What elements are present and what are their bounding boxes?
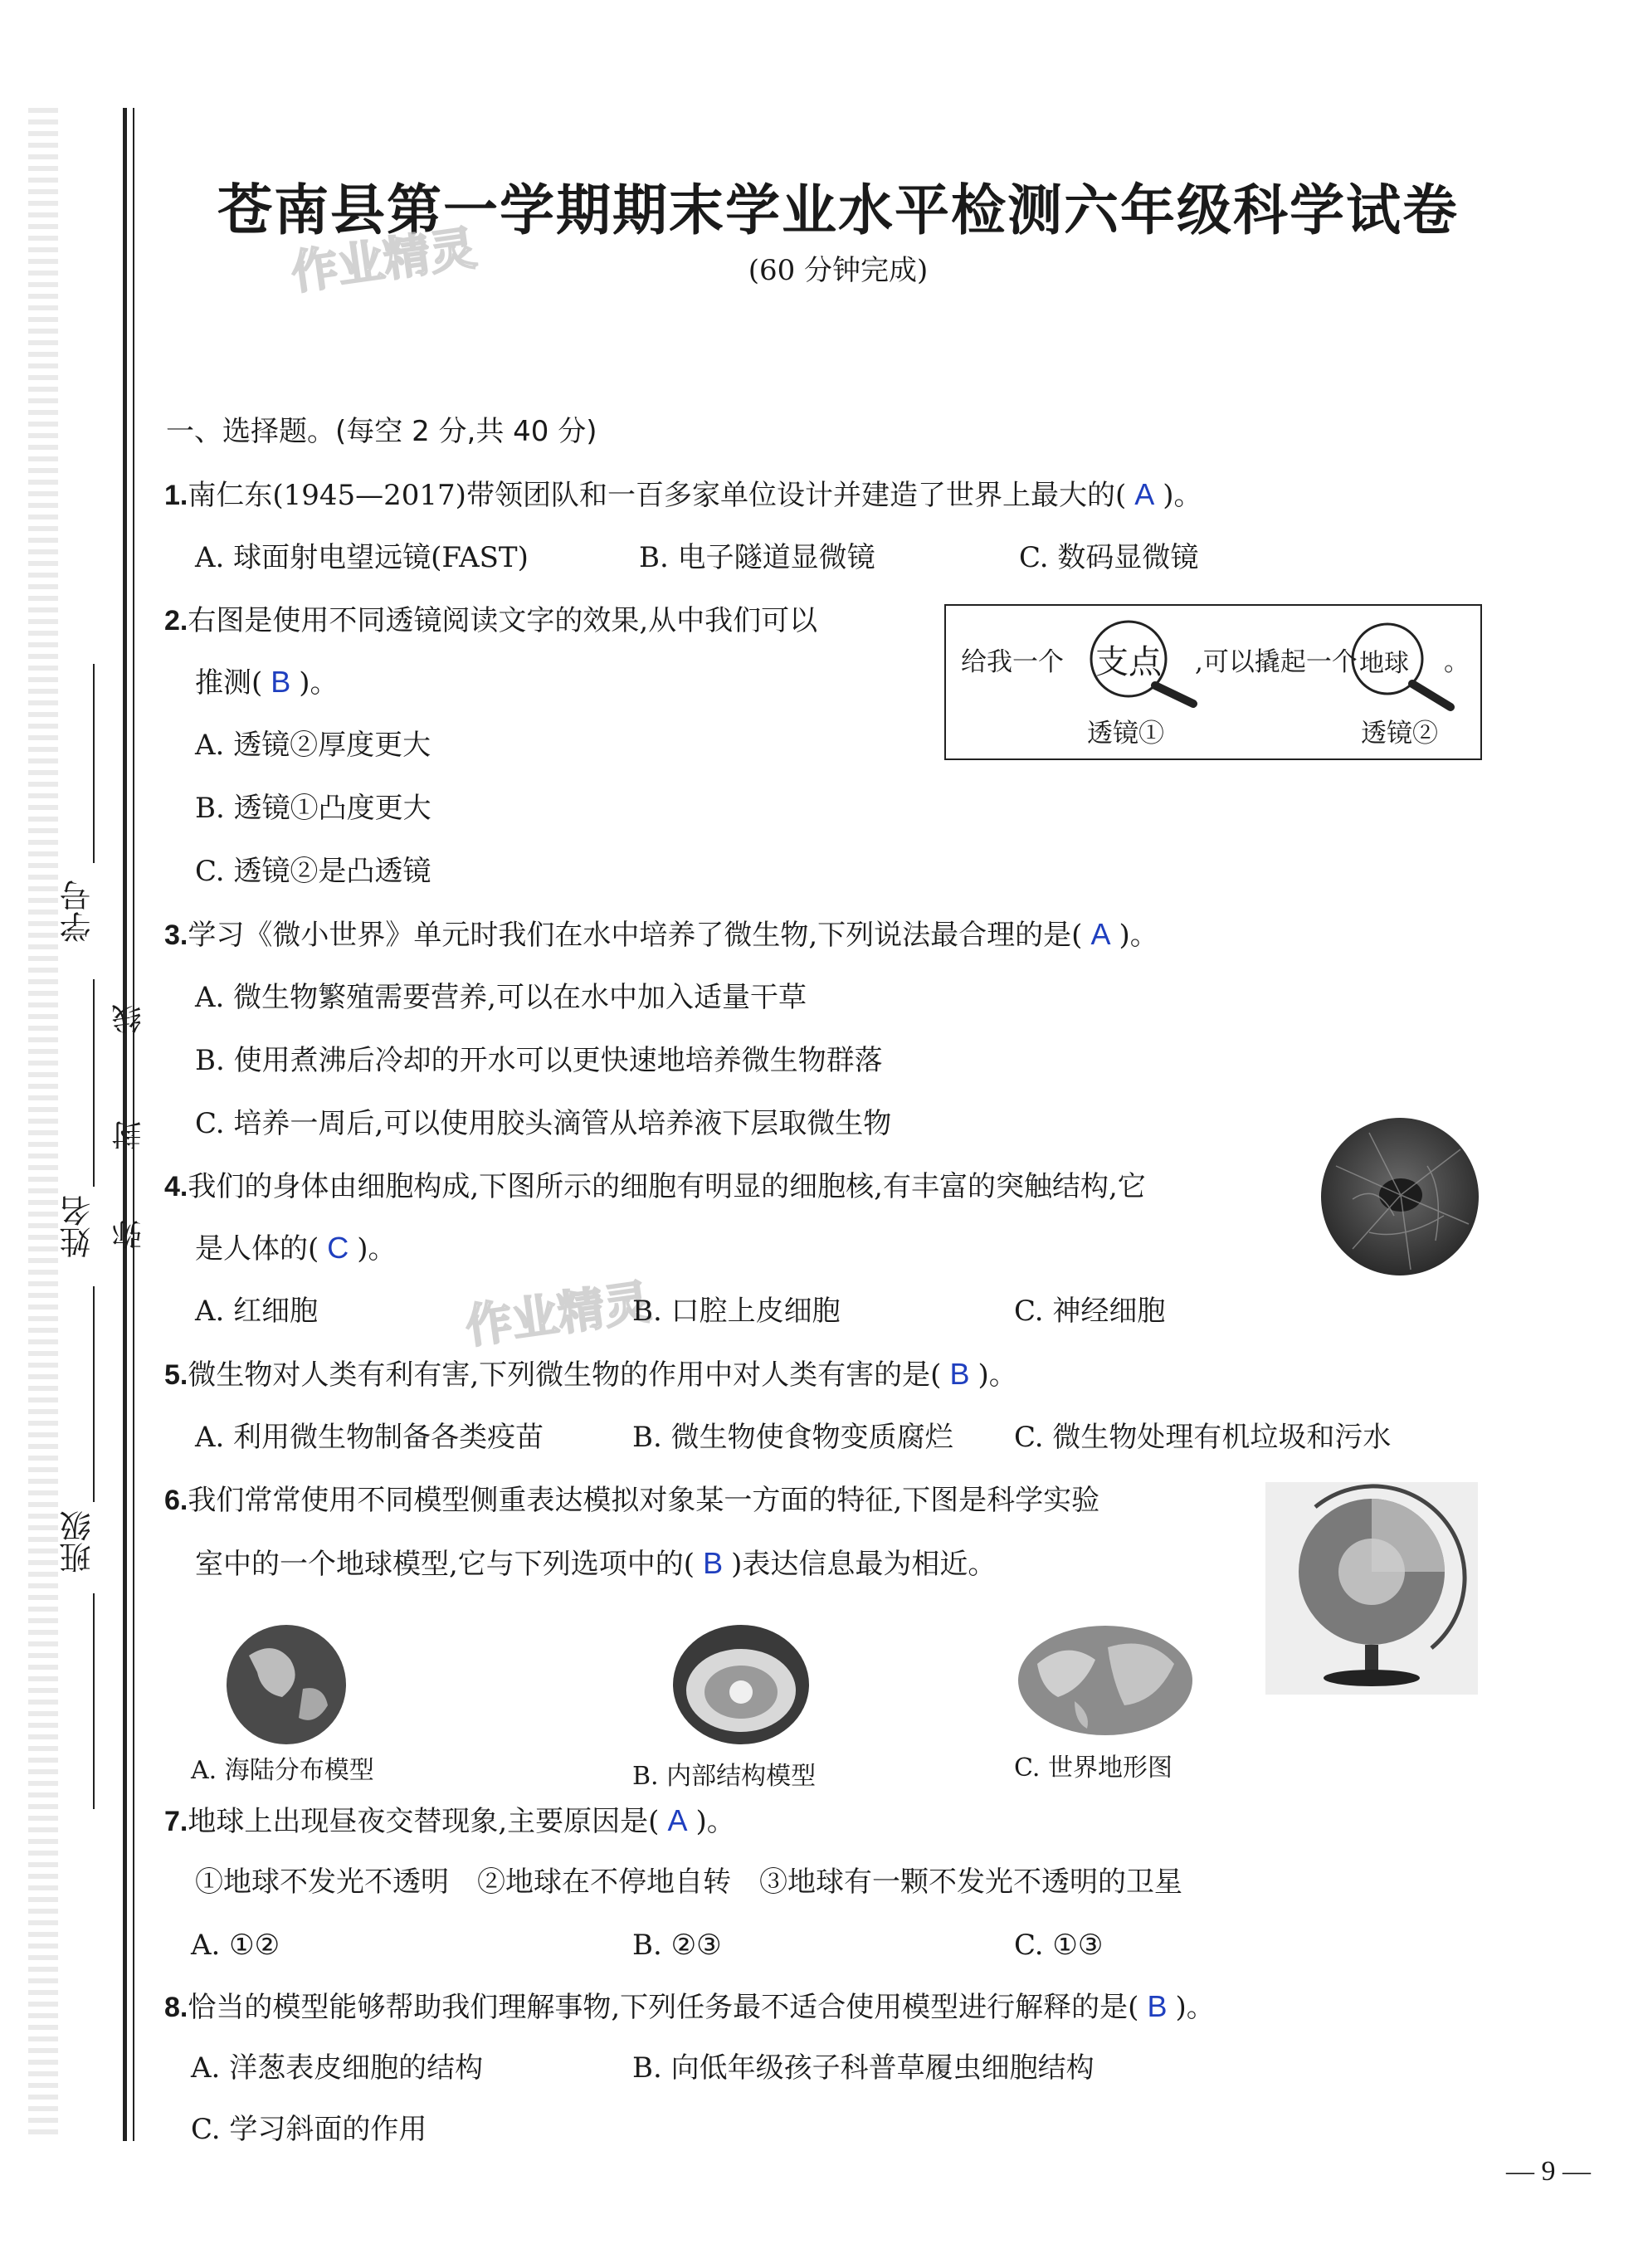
question-number: 7. xyxy=(164,1806,188,1837)
binding-dash-pattern xyxy=(28,108,58,2141)
answer-mark: C xyxy=(327,1231,349,1265)
question-number: 4. xyxy=(164,1171,188,1202)
lens-text-1: 给我一个 xyxy=(961,647,1064,677)
question-2-line2 xyxy=(195,664,339,701)
image-caption: B. 内部结构模型 xyxy=(632,1762,817,1791)
option: B. 微生物使食物变质腐烂 xyxy=(632,1421,953,1454)
question-7 xyxy=(164,1802,735,1840)
option: A. 透镜②厚度更大 xyxy=(195,729,431,762)
option: C. 透镜②是凸透镜 xyxy=(195,855,431,888)
question-1 xyxy=(164,476,1202,514)
answer-mark: A xyxy=(1090,917,1111,951)
question-text-end: )。 xyxy=(978,1358,1017,1392)
question-text: 学习《微小世界》单元时我们在水中培养了微生物,下列说法最合理的是( xyxy=(188,919,1083,952)
question-6 xyxy=(164,1482,1099,1519)
question-text: 室中的一个地球模型,它与下列选项中的( xyxy=(195,1548,695,1581)
question-text: 恰当的模型能够帮助我们理解事物,下列任务最不适合使用模型进行解释的是( xyxy=(188,1991,1139,2024)
question-text-end: )。 xyxy=(1163,479,1202,512)
question-text: 南仁东(1945—2017)带领团队和一百多家单位设计并建造了世界上最大的( xyxy=(188,479,1127,512)
question-text-end: )。 xyxy=(357,1232,397,1266)
question-number: 2. xyxy=(164,605,188,637)
option: B. 口腔上皮细胞 xyxy=(632,1295,841,1328)
option: C. 数码显微镜 xyxy=(1019,541,1199,574)
class-blank[interactable] xyxy=(93,1593,95,1809)
globe-model-photo xyxy=(1265,1482,1478,1695)
option: C. ①③ xyxy=(1014,1929,1104,1962)
binding-margin xyxy=(0,0,158,2268)
page-number: — 9 — xyxy=(1506,2156,1591,2187)
exam-duration: (60 分钟完成) xyxy=(748,254,929,287)
question-number: 1. xyxy=(164,480,188,511)
question-5 xyxy=(164,1356,1017,1393)
question-text: 右图是使用不同透镜阅读文字的效果,从中我们可以 xyxy=(188,604,818,637)
lens-text-2: ,可以撬起一个 xyxy=(1195,647,1358,677)
option: C. 微生物处理有机垃圾和污水 xyxy=(1014,1421,1392,1454)
option: A. 洋葱表皮细胞的结构 xyxy=(191,2051,484,2085)
lens-word-reduced: 地球 xyxy=(1359,649,1409,678)
question-3 xyxy=(164,916,1158,954)
question-number: 3. xyxy=(164,919,188,951)
nerve-cell-image xyxy=(1319,1116,1480,1277)
option: A. 球面射电望远镜(FAST) xyxy=(195,541,529,574)
question-text-end: )。 xyxy=(1175,1991,1215,2024)
option: C. 神经细胞 xyxy=(1014,1295,1166,1328)
lens-figure xyxy=(944,604,1482,760)
question-text: 是人体的( xyxy=(195,1232,319,1266)
class-label: 班级 xyxy=(60,1510,96,1573)
land-sea-globe-image xyxy=(224,1622,349,1747)
question-8 xyxy=(164,1988,1215,2026)
question-text: 我们的身体由细胞构成,下图所示的细胞有明显的细胞核,有丰富的突触结构,它 xyxy=(188,1170,1146,1203)
lens-word-magnified: 支点 xyxy=(1095,643,1162,681)
option: B. 使用煮沸后冷却的开水可以更快速地培养微生物群落 xyxy=(195,1044,883,1077)
student-name-label: 姓名 xyxy=(60,1195,96,1258)
seal-line-segment xyxy=(93,979,95,1187)
statement-list: ①地球不发光不透明 ②地球在不停地自转 ③地球有一颗不发光不透明的卫星 xyxy=(195,1866,1182,1899)
student-id-label: 学号 xyxy=(60,880,96,943)
option: B. ②③ xyxy=(632,1929,722,1962)
option: A. 利用微生物制备各类疫苗 xyxy=(195,1421,544,1454)
seal-char-feng: 封 xyxy=(112,1120,146,1150)
option: A. 微生物繁殖需要营养,可以在水中加入适量干草 xyxy=(195,981,807,1014)
question-2 xyxy=(164,602,817,639)
question-4 xyxy=(164,1168,1146,1205)
option: A. 红细胞 xyxy=(195,1295,319,1328)
question-number: 8. xyxy=(164,1992,188,2023)
watermark-text: 作业精灵 xyxy=(462,1275,655,1355)
option: C. 培养一周后,可以使用胶头滴管从培养液下层取微生物 xyxy=(195,1107,892,1140)
answer-mark: A xyxy=(1134,477,1155,511)
question-text: 地球上出现昼夜交替现象,主要原因是( xyxy=(188,1805,660,1838)
question-text: 微生物对人类有利有害,下列微生物的作用中对人类有害的是( xyxy=(188,1358,942,1392)
question-text: 推测( xyxy=(195,666,263,700)
answer-mark: B xyxy=(949,1357,970,1391)
question-4-line2 xyxy=(195,1230,397,1267)
answer-mark: A xyxy=(667,1803,688,1837)
lens-label-1: 透镜① xyxy=(1087,719,1164,749)
image-caption: A. 海陆分布模型 xyxy=(191,1756,374,1785)
question-text: 我们常常使用不同模型侧重表达模拟对象某一方面的特征,下图是科学实验 xyxy=(188,1484,1100,1517)
lens-text-3: 。 xyxy=(1444,647,1470,677)
question-text-end: )。 xyxy=(695,1805,735,1838)
exam-title: 苍南县第一学期期末学业水平检测六年级科学试卷 xyxy=(217,178,1459,242)
answer-mark: B xyxy=(271,665,291,699)
question-text-end: )表达信息最为相近。 xyxy=(731,1548,997,1581)
question-6-line2 xyxy=(195,1545,996,1583)
world-terrain-map-image xyxy=(1017,1622,1195,1739)
seal-char-xian: 线 xyxy=(112,1004,146,1034)
internal-structure-image xyxy=(670,1622,812,1747)
question-text-end: )。 xyxy=(299,666,339,700)
student-name-blank[interactable] xyxy=(93,1286,95,1502)
option: B. 向低年级孩子科普草履虫细胞结构 xyxy=(632,2051,1095,2085)
option: B. 透镜①凸度更大 xyxy=(195,792,431,825)
image-caption: C. 世界地形图 xyxy=(1014,1753,1173,1783)
section-heading: 一、选择题。(每空 2 分,共 40 分) xyxy=(166,415,597,448)
seal-char-mi: 弥 xyxy=(112,1220,146,1250)
question-text-end: )。 xyxy=(1119,919,1158,952)
question-number: 6. xyxy=(164,1485,188,1516)
lens-label-2: 透镜② xyxy=(1361,719,1438,749)
answer-mark: B xyxy=(703,1546,724,1580)
option: C. 学习斜面的作用 xyxy=(191,2113,427,2146)
option: A. ①② xyxy=(191,1929,280,1962)
watermark-text: 作业精灵 xyxy=(288,221,480,301)
question-number: 5. xyxy=(164,1359,188,1391)
answer-mark: B xyxy=(1147,1989,1168,2023)
student-id-blank[interactable] xyxy=(93,664,95,863)
option: B. 电子隧道显微镜 xyxy=(639,541,875,574)
